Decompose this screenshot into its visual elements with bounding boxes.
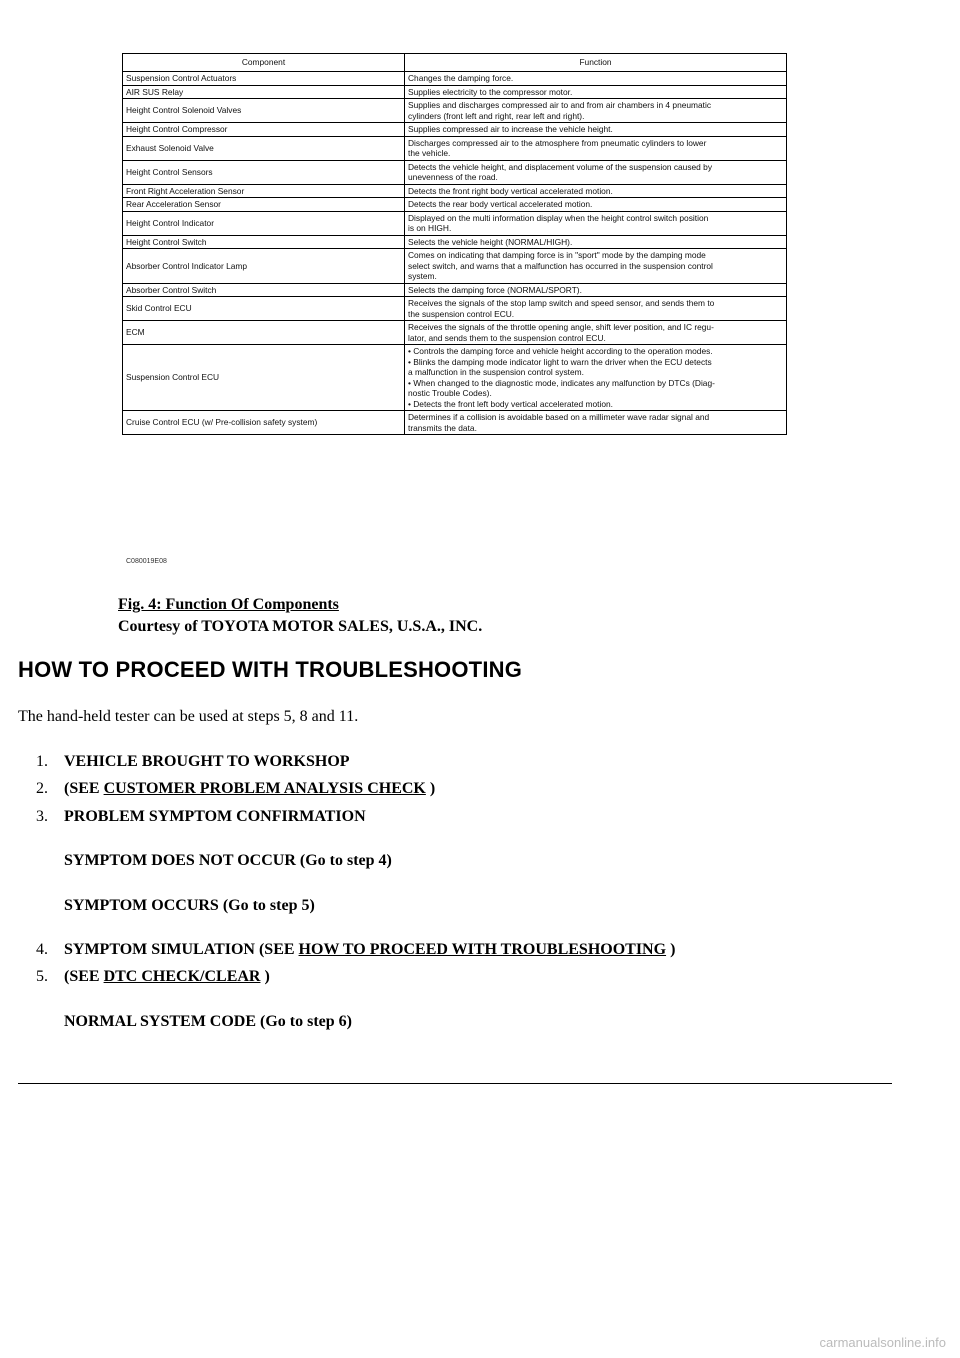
component-cell: Absorber Control Indicator Lamp <box>123 249 405 284</box>
function-line: Supplies compressed air to increase the vehicle height. <box>408 124 613 134</box>
function-cell <box>405 235 787 249</box>
step-1 <box>36 753 350 771</box>
step-number: 2. <box>36 780 48 797</box>
function-line: Changes the damping force. <box>408 73 514 83</box>
step-text: VEHICLE BROUGHT TO WORKSHOP <box>64 753 350 770</box>
function-line: Comes on indicating that damping force is in "sport" mode by the damping mode <box>408 250 706 260</box>
figure-caption <box>118 594 482 638</box>
component-cell: Absorber Control Switch <box>123 283 405 297</box>
component-cell: Suspension Control Actuators <box>123 72 405 86</box>
component-cell: Skid Control ECU <box>123 297 405 321</box>
function-line: • When changed to the diagnostic mode, indicates any malfunction by DTCs (Diag- <box>408 377 715 388</box>
function-cell <box>405 99 787 123</box>
table-row <box>123 198 787 212</box>
function-cell <box>405 198 787 212</box>
header-function: Function <box>405 54 787 72</box>
step-text: SYMPTOM SIMULATION (SEE <box>64 941 299 958</box>
function-cell <box>405 85 787 99</box>
function-line: lator, and sends them to the suspension control ECU. <box>408 332 606 343</box>
component-function-table <box>122 53 787 435</box>
component-cell: ECM <box>123 321 405 345</box>
function-cell <box>405 160 787 184</box>
table-row <box>123 297 787 321</box>
step-4 <box>36 941 675 959</box>
table-row <box>123 160 787 184</box>
function-line: • Detects the front left body vertical accelerated motion. <box>408 398 613 409</box>
page-divider <box>18 1083 892 1084</box>
table-row <box>123 321 787 345</box>
function-line: system. <box>408 271 437 281</box>
table-row <box>123 345 787 411</box>
function-cell <box>405 297 787 321</box>
function-line: Selects the damping force (NORMAL/SPORT). <box>408 284 582 295</box>
function-line: Discharges compressed air to the atmosphere from pneumatic cylinders to lower <box>408 137 707 148</box>
function-line: transmits the data. <box>408 422 477 433</box>
table-header-row <box>123 54 787 72</box>
link-dtc-check-clear[interactable]: DTC CHECK/CLEAR <box>103 968 261 985</box>
function-line: cylinders (front left and right, rear left and right). <box>408 110 585 121</box>
function-cell <box>405 345 787 411</box>
function-line: Receives the signals of the stop lamp switch and speed sensor, and sends them to <box>408 298 715 308</box>
function-cell <box>405 123 787 137</box>
function-cell <box>405 321 787 345</box>
component-cell: Suspension Control ECU <box>123 345 405 411</box>
step-5 <box>36 968 270 986</box>
component-cell: Cruise Control ECU (w/ Pre-collision safety system) <box>123 411 405 435</box>
component-cell: Height Control Sensors <box>123 160 405 184</box>
component-cell: AIR SUS Relay <box>123 85 405 99</box>
table-row <box>123 249 787 284</box>
step-number: 3. <box>36 808 48 825</box>
table-body <box>123 72 787 435</box>
function-line: Detects the rear body vertical accelerated motion. <box>408 199 593 209</box>
step-number: 4. <box>36 941 48 958</box>
table-row <box>123 123 787 137</box>
function-line: Receives the signals of the throttle opening angle, shift lever position, and IC regu- <box>408 322 714 332</box>
function-line: Detects the vehicle height, and displacement volume of the suspension caused by <box>408 161 713 172</box>
step-text-after: ) <box>666 941 676 958</box>
link-customer-problem-analysis-check[interactable]: CUSTOMER PROBLEM ANALYSIS CHECK <box>103 780 426 797</box>
step-2 <box>36 780 435 798</box>
function-line: a malfunction in the suspension control system. <box>408 367 584 377</box>
function-cell <box>405 249 787 284</box>
table-row <box>123 72 787 86</box>
component-cell: Height Control Switch <box>123 235 405 249</box>
table-row <box>123 184 787 198</box>
component-cell: Height Control Indicator <box>123 211 405 235</box>
component-cell: Height Control Solenoid Valves <box>123 99 405 123</box>
step-number: 5. <box>36 968 48 985</box>
step-text-after: ) <box>260 968 270 985</box>
function-cell <box>405 136 787 160</box>
table-row <box>123 235 787 249</box>
function-line: is on HIGH. <box>408 223 452 233</box>
function-line: Displayed on the multi information display when the height control switch position <box>408 212 709 223</box>
figure-id: C080019E08 <box>126 558 167 565</box>
table-row <box>123 136 787 160</box>
function-cell <box>405 211 787 235</box>
table-row <box>123 99 787 123</box>
watermark: carmanualsonline.info <box>819 1335 946 1350</box>
function-line: Detects the front right body vertical accelerated motion. <box>408 185 613 196</box>
table-row <box>123 211 787 235</box>
function-line: • Controls the damping force and vehicle height according to the operation modes. <box>408 346 713 356</box>
component-cell: Exhaust Solenoid Valve <box>123 136 405 160</box>
step-text-after: ) <box>425 780 436 797</box>
caption-courtesy: Courtesy of TOYOTA MOTOR SALES, U.S.A., INC. <box>118 618 483 635</box>
function-line: unevenness of the road. <box>408 172 498 182</box>
step-3 <box>36 808 366 826</box>
function-line: Supplies and discharges compressed air to and from air chambers in 4 pneumatic <box>408 100 712 110</box>
step-3-result-occurs: SYMPTOM OCCURS (Go to step 5) <box>64 897 315 914</box>
function-line: Selects the vehicle height (NORMAL/HIGH). <box>408 236 573 247</box>
step-number: 1. <box>36 753 48 770</box>
step-5-result-normal: NORMAL SYSTEM CODE (Go to step 6) <box>64 1013 353 1030</box>
step-text: PROBLEM SYMPTOM CONFIRMATION <box>64 808 366 825</box>
function-cell <box>405 184 787 198</box>
component-function-figure <box>122 53 786 568</box>
function-line: the suspension control ECU. <box>408 308 515 319</box>
link-how-to-proceed[interactable]: HOW TO PROCEED WITH TROUBLESHOOTING <box>298 941 667 958</box>
function-line: • Blinks the damping mode indicator light to warn the driver when the ECU detects <box>408 356 712 367</box>
component-cell: Rear Acceleration Sensor <box>123 198 405 212</box>
function-line: Supplies electricity to the compressor motor. <box>408 86 573 97</box>
function-cell <box>405 72 787 86</box>
caption-title[interactable]: Fig. 4: Function Of Components <box>118 596 339 613</box>
table-row <box>123 283 787 297</box>
function-cell <box>405 411 787 435</box>
function-line: the vehicle. <box>408 148 451 158</box>
section-heading: HOW TO PROCEED WITH TROUBLESHOOTING <box>18 657 523 682</box>
header-component: Component <box>123 54 405 72</box>
function-line: nostic Trouble Codes). <box>408 388 492 398</box>
step-3-result-not-occur: SYMPTOM DOES NOT OCCUR (Go to step 4) <box>64 852 392 869</box>
function-cell <box>405 283 787 297</box>
step-text: (SEE <box>64 780 104 797</box>
intro-text: The hand-held tester can be used at steps 5, 8 and 11. <box>18 708 359 725</box>
table-row <box>123 411 787 435</box>
function-line: select switch, and warns that a malfunction has occurred in the suspension control <box>408 260 713 271</box>
step-text: (SEE <box>64 968 104 985</box>
component-cell: Front Right Acceleration Sensor <box>123 184 405 198</box>
table-row <box>123 85 787 99</box>
component-cell: Height Control Compressor <box>123 123 405 137</box>
function-line: Determines if a collision is avoidable based on a millimeter wave radar signal and <box>408 412 710 422</box>
